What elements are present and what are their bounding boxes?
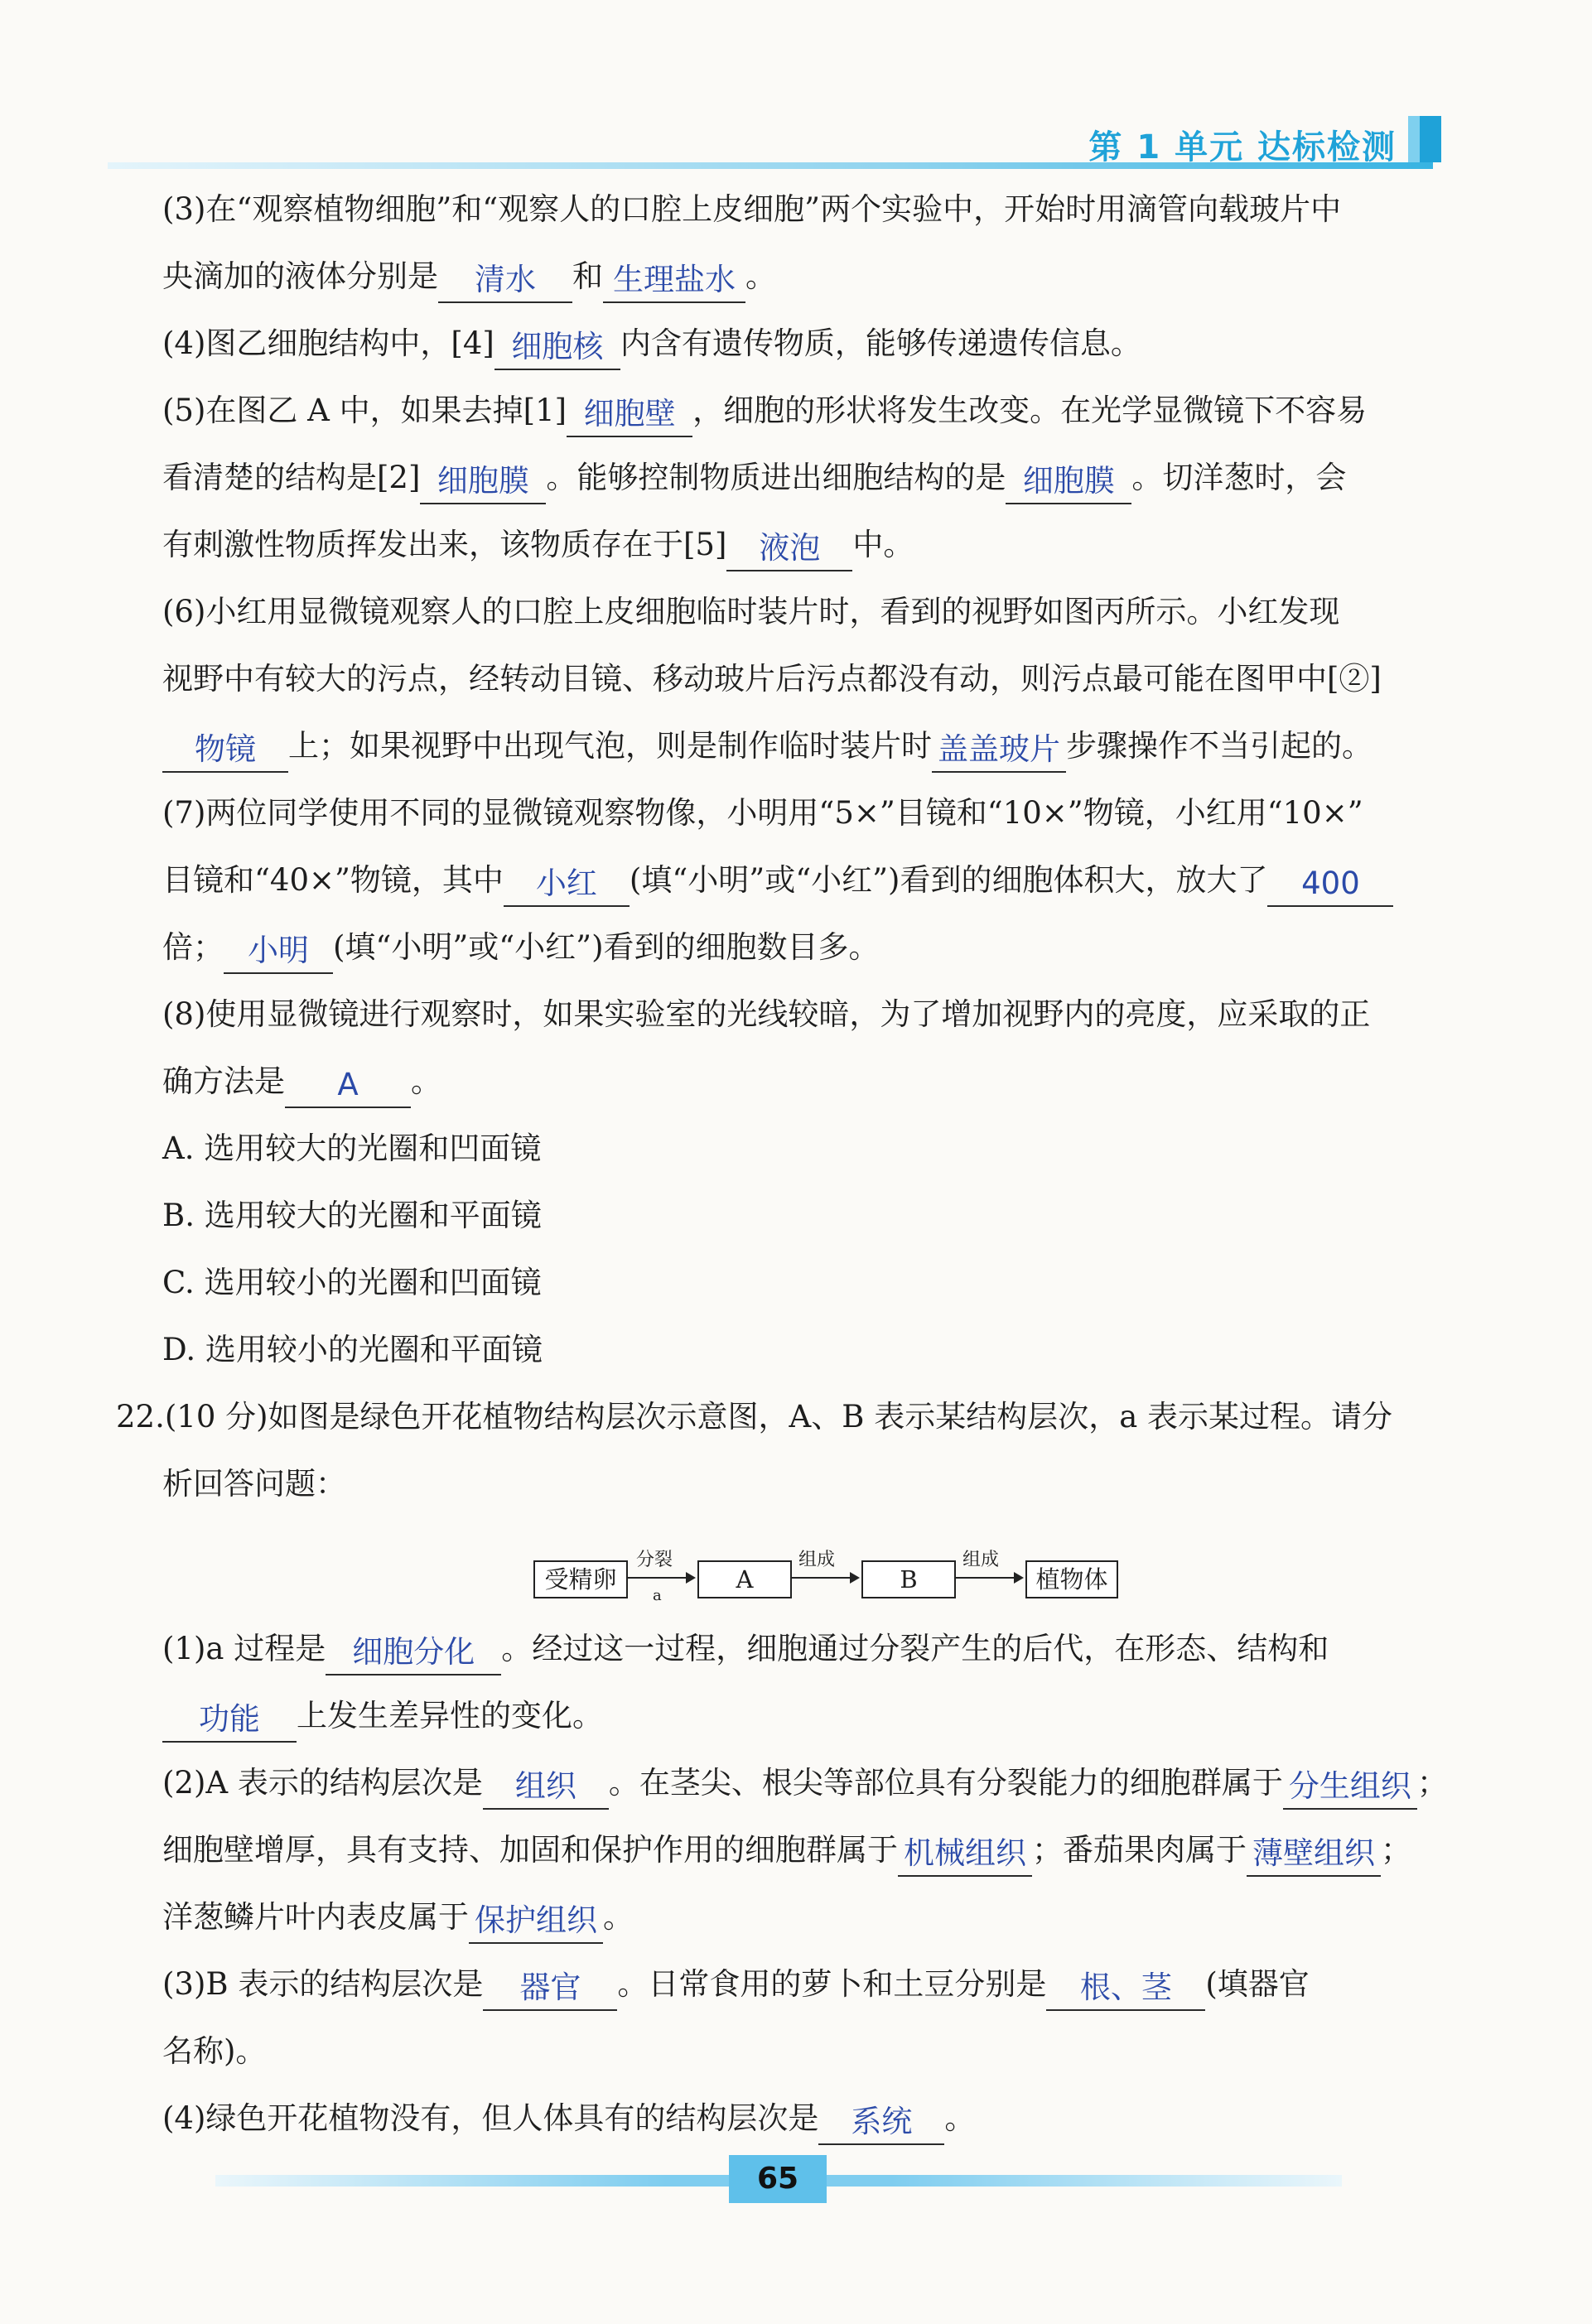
option-d: D. 选用较小的光圈和平面镜 <box>162 1332 543 1367</box>
answer-blank[interactable]: 细胞壁 <box>567 393 692 437</box>
q21-5-line3 <box>162 511 1442 578</box>
answer-blank[interactable]: 分生组织 <box>1283 1765 1417 1810</box>
q21-7-line3 <box>162 914 1442 981</box>
text: 。日常食用的萝卜和土豆分别是 <box>617 1966 1047 2002</box>
q21-8-line2 <box>162 1048 1442 1115</box>
text: 。切洋葱时，会 <box>1131 460 1347 495</box>
option-a: A. 选用较大的光圈和凹面镜 <box>162 1131 542 1166</box>
box-a: A <box>697 1560 792 1598</box>
text: 确方法是 <box>162 1063 285 1099</box>
answer-blank[interactable]: 功能 <box>162 1698 297 1743</box>
text: 中。 <box>852 527 914 562</box>
text: 有刺激性物质挥发出来，该物质存在于[5] <box>162 527 727 562</box>
q21-6-line3 <box>162 712 1442 779</box>
answer-blank[interactable]: 机械组织 <box>898 1832 1032 1877</box>
text: 目镜和“40×”物镜，其中 <box>162 862 504 898</box>
q22-2-line2 <box>162 1816 1442 1883</box>
text: 细胞壁增厚，具有支持、加固和保护作用的细胞群属于 <box>162 1832 898 1868</box>
label-a: a <box>653 1587 662 1604</box>
text: (2)A 表示的结构层次是 <box>162 1765 483 1801</box>
text: (4)绿色开花植物没有，但人体具有的结构层次是 <box>162 2100 819 2136</box>
q22-2-line1 <box>162 1749 1448 1816</box>
q22-3-line2: 名称)。 <box>162 2033 267 2069</box>
text: (4)图乙细胞结构中，[4] <box>162 325 494 361</box>
answer-blank[interactable]: 薄壁组织 <box>1247 1832 1381 1877</box>
answer-blank[interactable]: 器官 <box>483 1966 617 2011</box>
text: ，细胞的形状将发生改变。在光学显微镜下不容易 <box>692 393 1368 428</box>
text: ； <box>1381 1832 1411 1868</box>
text: ；番茄果肉属于 <box>1032 1832 1247 1868</box>
text: 。 <box>411 1063 441 1099</box>
q21-3-line1: (3)在“观察植物细胞”和“观察人的口腔上皮细胞”两个实验中，开始时用滴管向载玻片中 <box>162 191 1342 227</box>
text: 步骤操作不当引起的。 <box>1066 728 1372 764</box>
q22-stem-line2: 析回答问题： <box>162 1466 346 1502</box>
text: (填“小明”或“小红”)看到的细胞数目多。 <box>333 929 880 965</box>
answer-blank[interactable]: 细胞膜 <box>1006 460 1131 504</box>
answer-blank[interactable]: 根、茎 <box>1046 1966 1205 2011</box>
answer-blank[interactable]: 保护组织 <box>469 1899 603 1944</box>
answer-blank[interactable]: A <box>285 1063 411 1108</box>
text: 上；如果视野中出现气泡，则是制作临时装片时 <box>288 728 932 764</box>
page-number: 65 <box>729 2155 827 2203</box>
answer-blank[interactable]: 盖盖玻片 <box>932 728 1066 773</box>
q22-stem-line1 <box>116 1383 1442 1450</box>
q22-2-line3 <box>162 1883 1442 1950</box>
q21-5-line2 <box>162 444 1442 511</box>
q22-4-line <box>162 2085 1442 2152</box>
q22-1-line1 <box>162 1615 1442 1682</box>
q21-7-line1: (7)两位同学使用不同的显微镜观察物像，小明用“5×”目镜和“10×”物镜，小红用“10×” <box>162 795 1363 831</box>
label-divide: 分裂 <box>636 1550 673 1570</box>
plant-box: 植物体 <box>1025 1560 1118 1598</box>
text: 22.(10 分)如图是绿色开花植物结构层次示意图，A、B 表示某结构层次，a 表示某过程。请分 <box>116 1399 1393 1434</box>
text: (5)在图乙 A 中，如果去掉[1] <box>162 393 567 428</box>
text: 上发生差异性的变化。 <box>297 1698 603 1733</box>
text: 内含有遗传物质，能够传递遗传信息。 <box>620 325 1141 361</box>
label-compose-2: 组成 <box>962 1550 1000 1570</box>
text: 央滴加的液体分别是 <box>162 258 438 294</box>
text: 看清楚的结构是[2] <box>162 460 421 495</box>
worksheet-content <box>116 176 1448 2152</box>
q22-1-line2 <box>162 1682 1442 1749</box>
text: ； <box>1416 1765 1448 1801</box>
text: 。能够控制物质进出细胞结构的是 <box>546 460 1006 495</box>
text: 。经过这一过程，细胞通过分裂产生的后代，在形态、结构和 <box>501 1631 1329 1666</box>
answer-blank[interactable]: 细胞膜 <box>420 460 546 504</box>
box-b: B <box>861 1560 956 1598</box>
arrow-1 <box>628 1577 694 1579</box>
arrow-2 <box>792 1577 858 1579</box>
q21-7-line2 <box>162 846 1442 914</box>
answer-blank[interactable]: 生理盐水 <box>603 258 745 303</box>
q21-6-line2: 视野中有较大的污点，经转动目镜、移动玻片后污点都没有动，则污点最可能在图甲中[②] <box>162 661 1382 697</box>
option-b: B. 选用较大的光圈和平面镜 <box>162 1198 542 1233</box>
answer-blank[interactable]: 物镜 <box>162 728 288 773</box>
q21-8-line1: (8)使用显微镜进行观察时，如果实验室的光线较暗，为了增加视野内的亮度，应采取的正 <box>162 996 1371 1032</box>
text: (填器官 <box>1205 1966 1310 2002</box>
q21-4-line <box>162 310 1442 377</box>
answer-blank[interactable]: 组织 <box>483 1765 609 1810</box>
q22-3-line1 <box>162 1950 1442 2018</box>
answer-blank[interactable]: 细胞核 <box>494 325 620 370</box>
text: 。 <box>944 2100 976 2136</box>
q21-6-line1: (6)小红用显微镜观察人的口腔上皮细胞临时装片时，看到的视野如图丙所示。小红发现 <box>162 594 1340 629</box>
answer-blank[interactable]: 液泡 <box>726 527 852 571</box>
unit-title: 第 1 单元 达标检测 <box>1088 128 1397 166</box>
text: 。在茎尖、根尖等部位具有分裂能力的细胞群属于 <box>608 1765 1283 1801</box>
answer-blank[interactable]: 清水 <box>438 258 572 303</box>
text: 和 <box>572 258 603 294</box>
option-c: C. 选用较小的光圈和凹面镜 <box>162 1265 542 1300</box>
text: 洋葱鳞片叶内表皮属于 <box>162 1899 469 1935</box>
header-block <box>1408 116 1441 162</box>
zygote-box: 受精卵 <box>533 1560 628 1598</box>
q21-5-line1 <box>162 377 1442 444</box>
text: 。 <box>603 1899 634 1935</box>
answer-blank[interactable]: 小红 <box>504 862 630 907</box>
answer-blank[interactable]: 小明 <box>224 929 333 974</box>
text: 。 <box>745 258 776 294</box>
answer-blank[interactable]: 细胞分化 <box>326 1631 501 1675</box>
text: 倍； <box>162 929 224 965</box>
text: (1)a 过程是 <box>162 1631 326 1666</box>
text: (填“小明”或“小红”)看到的细胞体积大，放大了 <box>629 862 1268 898</box>
label-compose-1: 组成 <box>798 1550 836 1570</box>
answer-blank[interactable]: 400 <box>1267 862 1393 907</box>
arrow-3 <box>956 1577 1022 1579</box>
q21-3-line2 <box>162 243 1442 310</box>
answer-blank[interactable]: 系统 <box>818 2100 944 2145</box>
structure-level-diagram <box>162 1517 1442 1615</box>
text: (3)B 表示的结构层次是 <box>162 1966 484 2002</box>
